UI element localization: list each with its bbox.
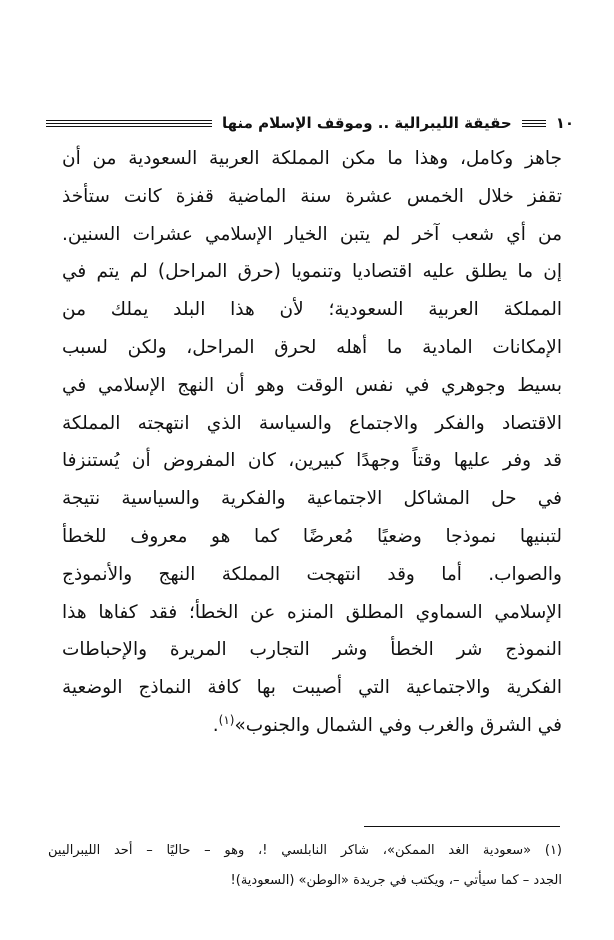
footnotes — [48, 836, 562, 896]
header-rule-left — [46, 120, 212, 127]
text-line: قد وفر عليها وقتاً وجهدًا كبيرين، كان المفروض أن يُستنزفا — [62, 450, 562, 472]
text-line-last — [62, 707, 562, 745]
footnote-separator — [364, 826, 560, 827]
last-line-text: في الشرق والغرب وفي الشمال والجنوب» — [234, 714, 562, 736]
footnote-line: الجدد – كما سيأتي –، ويكتب في جريدة «الوطن» (السعودية)! — [230, 873, 562, 888]
text-line: لتبنيها نموذجا وضعيًا مُعرضًا كما هو معروف للخطأ — [62, 525, 562, 547]
running-title: حقيقة الليبرالية .. وموقف الإسلام منها — [222, 114, 512, 132]
text-line: إن ما يطلق عليه اقتصاديا وتنمويا (حرق المراحل) لم يتم في — [62, 261, 562, 283]
body-text — [62, 140, 562, 745]
text-line: المملكة العربية السعودية؛ لأن هذا البلد يملك من — [62, 299, 562, 321]
text-line: الإمكانات المادية ما أهله لحرق المراحل، ولكن لسبب — [62, 336, 562, 358]
text-line: بسيط وجوهري في نفس الوقت وهو أن النهج الإسلامي في — [62, 374, 562, 396]
footnote-reference: (١) — [218, 712, 235, 727]
text-line: النموذج شر الخطأ وشر التجارب المريرة والإحباطات — [62, 639, 562, 661]
page-header — [46, 112, 574, 134]
text-line: جاهز وكامل، وهذا ما مكن المملكة العربية السعودية من أن — [62, 148, 562, 169]
text-line: تقفز خلال الخمس عشرة سنة الماضية قفزة كانت ستأخذ — [62, 185, 562, 207]
text-line: في حل المشاكل الاجتماعية والفكرية والسياسية نتيجة — [62, 488, 562, 510]
text-line: الإسلامي السماوي المطلق المنزه عن الخطأ؛ فقد كفاها هذا — [62, 601, 562, 623]
last-line-period: . — [212, 714, 219, 736]
text-line: من أي شعب آخر لم يتبن الخيار الإسلامي عشرات السنين. — [62, 223, 562, 245]
text-line: الفكرية والاجتماعية التي أصيبت بها كافة النماذج الوضعية — [62, 677, 562, 699]
footnote-line: (١) «سعودية الغد الممكن»، شاكر النابلسي !، وهو – حاليًا – أحد الليبراليين — [48, 843, 562, 858]
page-number: ١٠ — [555, 114, 574, 132]
header-rule-right — [522, 120, 546, 127]
text-line: الاقتصاد والفكر والاجتماع والسياسة الذي انتهجته المملكة — [62, 412, 562, 434]
text-line: والصواب. أما وقد انتهجت المملكة النهج والأنموذج — [62, 563, 562, 585]
